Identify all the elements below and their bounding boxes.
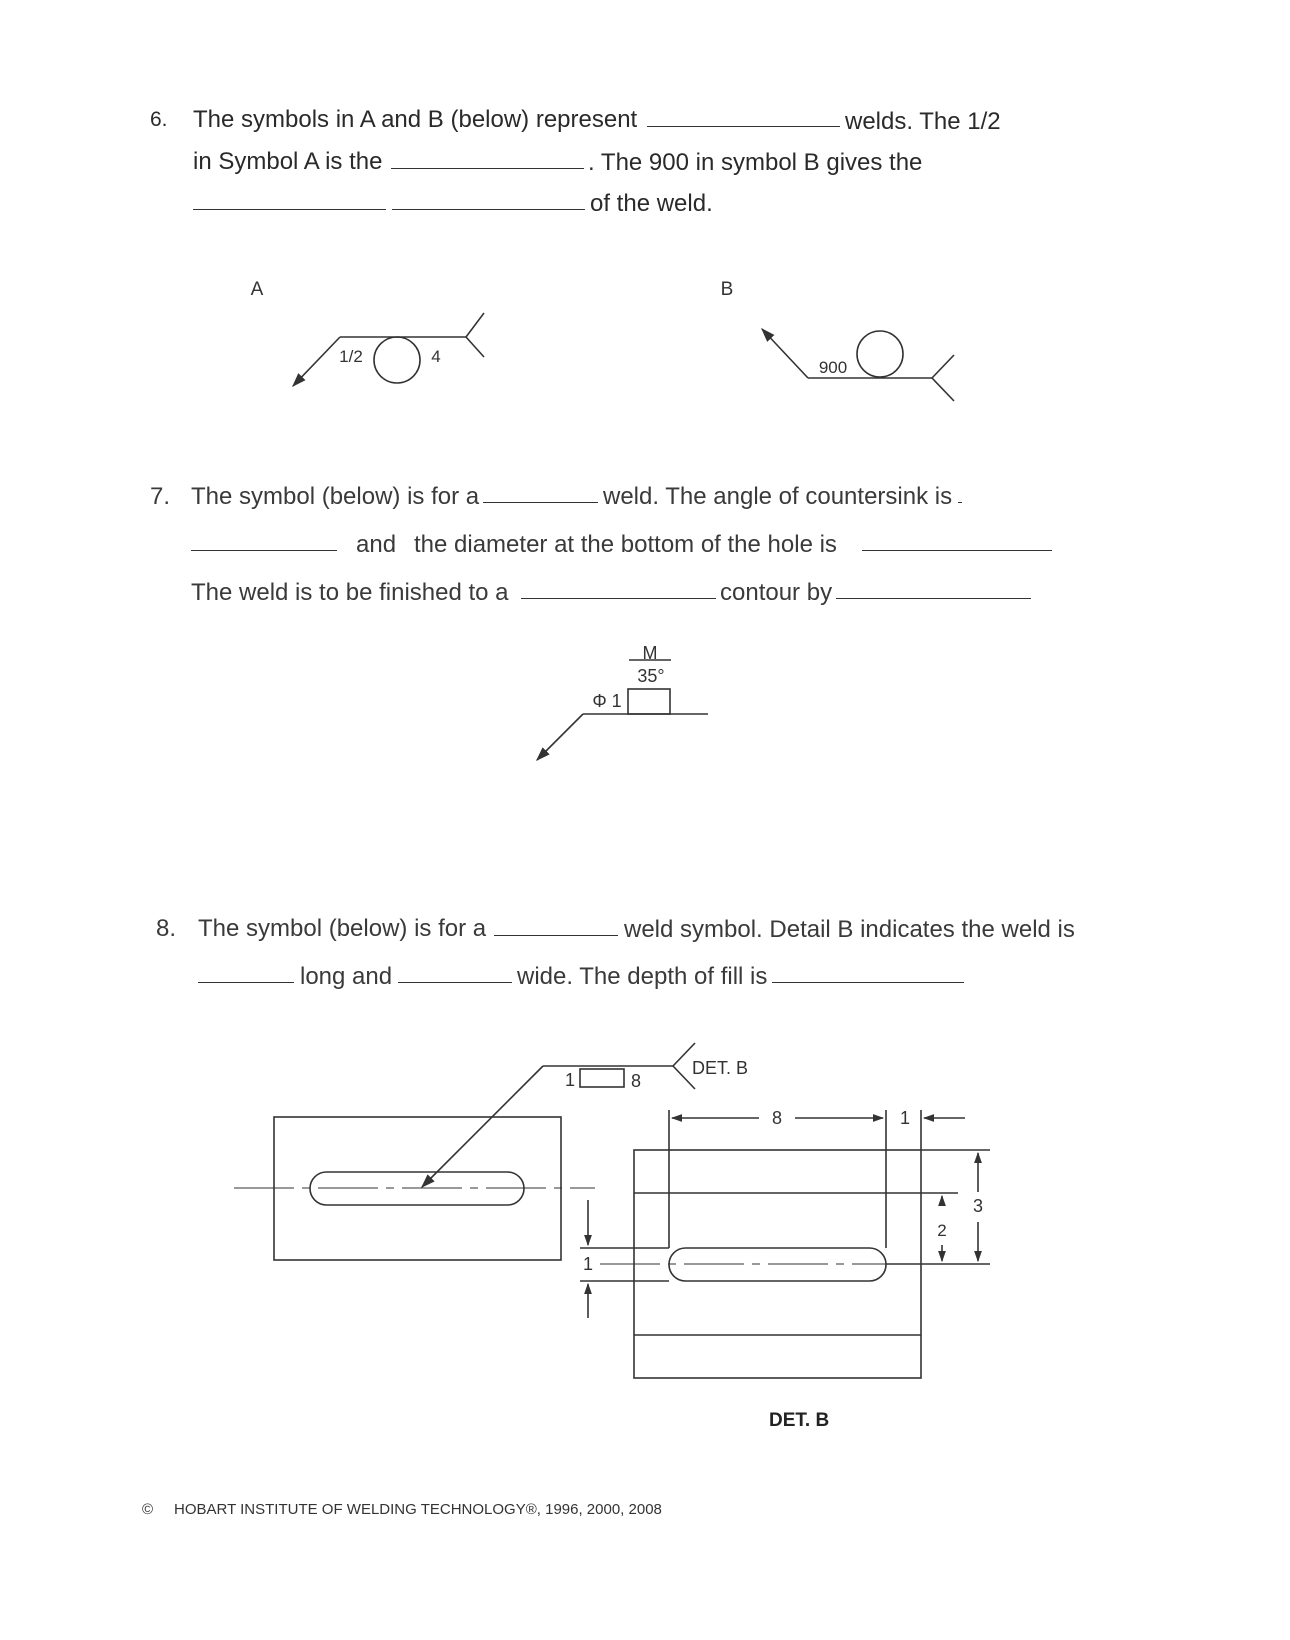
symbol-label: A [250,279,264,300]
weld-length: 8 [630,1071,642,1091]
weld-symbol-b [721,279,954,401]
question-text: the diameter at the bottom of the hole is [414,531,837,558]
question-text: wide. The depth of fill is [517,963,768,990]
dimension-label: 8 [771,1108,783,1128]
arrow-line [293,337,340,386]
weld-size: 1/2 [339,347,363,366]
plug-weld-circle [374,337,420,383]
dimension-label: 3 [972,1196,984,1216]
tail-line [932,378,954,401]
question-text: The weld is to be finished to a [191,579,509,606]
symbol-label: B [720,279,734,300]
question-text: and [356,531,397,558]
question-text: long and [300,963,393,990]
arrow-line [422,1066,543,1187]
detail-caption: DET. B [769,1410,830,1431]
weld-symbol-a [251,279,484,386]
dimension-label: 1 [899,1108,911,1128]
question-text: welds. The 1/2 [845,108,1001,135]
tail-line [932,355,954,378]
tail-line [466,313,484,337]
finish-letter: M [642,643,658,663]
spot-weld-circle [857,331,903,377]
question-text: The symbols in A and B (below) represent [193,106,638,133]
question-text: . The 900 in symbol B gives the [588,149,923,176]
weld-value: 900 [818,358,848,377]
countersink-angle: 35° [637,666,665,686]
arrow-line [537,714,583,760]
question-number: 7. [150,483,171,510]
weld-symbol-q8 [234,1043,990,1378]
tail-line [466,337,484,357]
weld-depth: 1 [564,1070,576,1090]
question-text: of the weld. [590,190,713,217]
question-text: weld. The angle of countersink is [603,483,953,510]
question-text: weld symbol. Detail B indicates the weld is [624,916,1075,943]
dimension-label: 2 [937,1221,947,1240]
question-text: contour by [720,579,833,606]
weld-symbol-q7 [537,643,708,760]
weld-pitch: 4 [431,347,441,366]
question-text: The symbol (below) is for a [191,483,480,510]
copyright-icon: © [142,1501,154,1518]
arrow-line [762,329,808,378]
slot-weld-box [628,689,670,714]
hole-diameter: Φ 1 [592,691,622,711]
tail-note: DET. B [691,1058,749,1078]
question-text: in Symbol A is the [193,148,383,175]
copyright-text: HOBART INSTITUTE OF WELDING TECHNOLOGY®, 1996, 2000, 2008 [174,1501,662,1518]
slot-weld-box [580,1069,624,1087]
question-number: 8. [156,915,177,942]
dimension-label: 1 [582,1254,594,1274]
question-number: 6. [150,108,168,131]
question-text: The symbol (below) is for a [198,915,487,942]
